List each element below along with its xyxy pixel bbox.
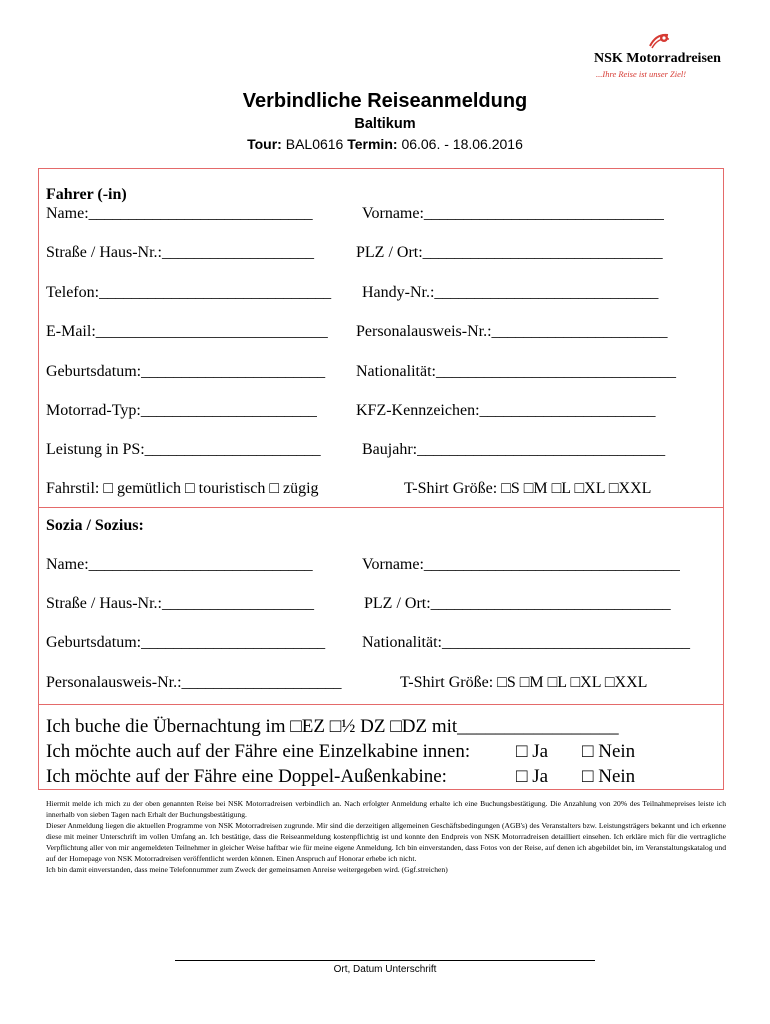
uebernachtung-options[interactable]: Ich buche die Übernachtung im □EZ □½ DZ □DZ mit_________________ (46, 716, 619, 737)
logo (588, 32, 738, 82)
fahrer-leistung[interactable]: Leistung in PS:______________________ (46, 441, 321, 458)
sozia-address-field[interactable] (46, 595, 671, 613)
sozia-nationalitaet[interactable]: Nationalität:_______________________________ (362, 634, 690, 651)
sozia-vorname[interactable]: Vorname:________________________________ (362, 556, 680, 573)
doppelkabine-row[interactable] (46, 766, 636, 788)
fahrer-ausweis[interactable]: Personalausweis-Nr.:______________________ (356, 323, 668, 340)
signature-line[interactable] (175, 960, 595, 961)
fahrer-motorrad[interactable]: Motorrad-Typ:______________________ (46, 402, 317, 419)
sozia-tshirt-options[interactable]: T-Shirt Größe: □S □M □L □XL □XXL (400, 674, 648, 691)
fahrer-name[interactable]: Name:____________________________ (46, 205, 313, 222)
fahrer-telefon[interactable]: Telefon:_____________________________ (46, 284, 332, 301)
fahrer-name-field[interactable] (46, 205, 664, 223)
page-title: Verbindliche Reiseanmeldung (242, 90, 528, 112)
termin-value: 06.06. - 18.06.2016 (401, 136, 523, 152)
doppelkabine-nein-checkbox[interactable]: □ Nein (582, 766, 636, 787)
fahrer-heading: Fahrer (-in) (46, 186, 127, 203)
sozia-ausweis[interactable]: Personalausweis-Nr.:____________________ (46, 674, 342, 691)
einzelkabine-nein-checkbox[interactable]: □ Nein (582, 741, 636, 762)
signature-label: Ort, Datum Unterschrift (333, 964, 437, 975)
fahrer-strasse[interactable]: Straße / Haus-Nr.:___________________ (46, 244, 314, 261)
flame-icon (648, 32, 670, 50)
tour-value: BAL0616 (285, 136, 344, 152)
fahrer-vorname[interactable]: Vorname:______________________________ (362, 205, 664, 222)
fahrer-baujahr[interactable]: Baujahr:_______________________________ (362, 441, 666, 458)
fahrer-tshirt-options[interactable]: T-Shirt Größe: □S □M □L □XL □XXL (404, 480, 652, 497)
fahrer-kfz[interactable]: KFZ-Kennzeichen:______________________ (356, 402, 656, 419)
legal-text (46, 798, 726, 875)
fahrer-email-field[interactable] (46, 323, 668, 341)
legal-paragraph-2: Dieser Anmeldung liegen die aktuellen Programme von NSK Motorradreisen zugrunde. Mir sind die derzeitigen allgemeinen Geschäftsbedingungen (AGB's) des Veranstalters bzw. Leistungsträgers bekannt und ich erkenne diese mit meiner Unterschrift im vollen Umfang an. Ich bestätige, dass die Reiseanmeldung kostenpflichtig ist und konnte den Endpreis von NSK Motorradreisen detailliert einsehen. Ich erkläre mich für die vertragliche Verpflichtung aller von mir angemeldeten Teilnehmer in gleicher Weise haftbar wie für meine eigene Anmeldung. Ich bin einverstanden, dass Fotos von der Reise, auf denen ich abgebildet bin, im Veranstaltungskatalog und auf der Homepage von NSK Motorradreisen veröffentlicht werden können. Einen Anspruch auf Honorar erhebe ich nicht. (46, 821, 726, 863)
fahrer-geburtsdatum[interactable]: Geburtsdatum:_______________________ (46, 363, 326, 380)
sozia-plz[interactable]: PLZ / Ort:______________________________ (364, 595, 671, 612)
page-subtitle: Baltikum (354, 116, 416, 132)
tour-line (0, 136, 770, 152)
logo-slogan: ...Ihre Reise ist unser Ziel! (596, 69, 687, 79)
sozia-name-field[interactable] (46, 556, 680, 574)
fahrer-handy[interactable]: Handy-Nr.:____________________________ (362, 284, 659, 301)
fahrer-plz[interactable]: PLZ / Ort:______________________________ (356, 244, 663, 261)
fahrer-bike-field[interactable] (46, 402, 656, 420)
fahrer-phone-field[interactable] (46, 284, 659, 302)
doppelkabine-text: Ich möchte auf der Fähre eine Doppel-Außenkabine: (46, 766, 447, 787)
legal-paragraph-1: Hiermit melde ich mich zu der oben genannten Reise bei NSK Motorradreisen verbindlich an. Nach erfolgter Anmeldung erhalte ich eine Buchungsbestätigung. Die Anzahlung von 20% des Teilnahmepreises leiste ich innerhalb von sieben Tagen nach Erhalt der Buchungsbestätigung. (46, 799, 726, 819)
fahrer-address-field[interactable] (46, 244, 663, 262)
fahrer-email[interactable]: E-Mail:_____________________________ (46, 323, 328, 340)
sozia-name[interactable]: Name:____________________________ (46, 556, 313, 573)
fahrer-nationalitaet[interactable]: Nationalität:______________________________ (356, 363, 676, 380)
fahrer-power-field[interactable] (46, 441, 666, 459)
sozia-geburtsdatum[interactable]: Geburtsdatum:_______________________ (46, 634, 326, 651)
termin-label: Termin: (347, 136, 398, 152)
doppelkabine-ja-checkbox[interactable]: □ Ja (516, 766, 549, 787)
sozia-strasse[interactable]: Straße / Haus-Nr.:___________________ (46, 595, 314, 612)
logo-name: NSK Motorradreisen (594, 51, 721, 66)
einzelkabine-ja-checkbox[interactable]: □ Ja (516, 741, 549, 762)
fahrstil-options[interactable]: Fahrstil: □ gemütlich □ touristisch □ zügig (46, 480, 319, 497)
tour-label: Tour: (247, 136, 282, 152)
sozia-id-field[interactable] (46, 674, 648, 692)
einzelkabine-row[interactable] (46, 741, 636, 763)
legal-paragraph-3: Ich bin damit einverstanden, dass meine Telefonnummer zum Zweck der gemeinsamen Anreise weitergegeben wird. (Ggf.streichen) (46, 865, 448, 874)
fahrer-birth-field[interactable] (46, 363, 676, 381)
einzelkabine-text: Ich möchte auch auf der Fähre eine Einzelkabine innen: (46, 741, 471, 762)
sozia-birth-field[interactable] (46, 634, 690, 652)
fahrer-style-field[interactable] (46, 480, 652, 498)
sozia-heading: Sozia / Sozius: (46, 517, 144, 534)
